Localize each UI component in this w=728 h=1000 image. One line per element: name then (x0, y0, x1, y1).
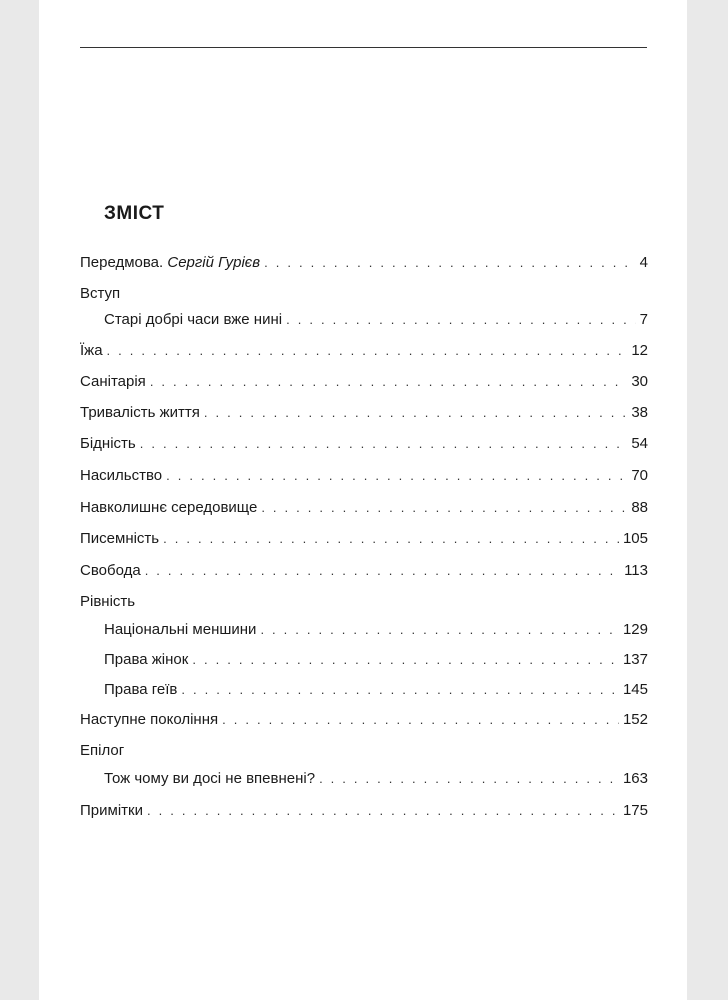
toc-page-number: 163 (622, 770, 648, 787)
leader-dots (163, 528, 619, 550)
toc-entry (80, 709, 648, 731)
toc-section-epilogue (80, 740, 648, 762)
toc-entry (80, 560, 648, 582)
toc-entry-label: Наступне покоління (80, 711, 219, 728)
document-page (39, 0, 687, 1000)
leader-dots (261, 497, 627, 519)
toc-page-number: 175 (622, 802, 648, 819)
toc-entry (80, 465, 648, 487)
toc-page-number: 4 (639, 254, 648, 271)
toc-entry (80, 340, 648, 362)
toc-page-number: 88 (631, 499, 648, 516)
leader-dots (107, 340, 628, 362)
toc-entry (104, 768, 648, 790)
leader-dots (145, 560, 620, 582)
toc-page-number: 7 (639, 311, 648, 328)
toc-entry-label: Насильство (80, 467, 163, 484)
toc-entry-label: Писемність (80, 530, 160, 547)
toc-entry-label: Примітки (80, 802, 143, 819)
toc-section-label: Вступ (80, 285, 121, 302)
leader-dots (140, 433, 628, 455)
toc-entry-label: Права жінок (104, 651, 189, 668)
toc-entry-foreword (80, 252, 648, 274)
leader-dots (181, 679, 619, 701)
leader-dots (150, 371, 628, 393)
toc-entry (80, 528, 648, 550)
toc-page-number: 38 (631, 404, 648, 421)
leader-dots (319, 768, 619, 790)
toc-entry (80, 371, 648, 393)
toc-entry (80, 433, 648, 455)
header-rule (80, 47, 647, 48)
toc-entry (104, 309, 648, 331)
toc-section-label: Рівність (80, 593, 136, 610)
toc-title: ЗМІСТ (104, 203, 165, 224)
toc-entry-label: Національні меншини (104, 621, 257, 638)
toc-entry-label: Старі добрі часи вже нині (104, 311, 283, 328)
leader-dots (222, 709, 619, 731)
toc-section-intro (80, 283, 648, 305)
toc-entry (80, 800, 648, 822)
toc-page-number: 30 (631, 373, 648, 390)
toc-entry-label: Тривалість життя (80, 404, 200, 421)
leader-dots (204, 402, 627, 424)
toc-entry-label: Передмова. (80, 254, 168, 271)
toc-page-number: 105 (622, 530, 648, 547)
toc-page-number: 137 (622, 651, 648, 668)
toc-entry (104, 649, 648, 671)
toc-page-number: 152 (622, 711, 648, 728)
toc-section-label: Епілог (80, 742, 125, 759)
leader-dots (264, 252, 636, 274)
leader-dots (147, 800, 619, 822)
toc-entry (104, 679, 648, 701)
toc-entry-label: Санітарія (80, 373, 146, 390)
toc-page-number: 54 (631, 435, 648, 452)
toc-entry-label: Їжа (80, 342, 103, 359)
toc-entry (104, 619, 648, 641)
toc-page-number: 70 (631, 467, 648, 484)
toc-page-number: 113 (624, 562, 648, 579)
toc-entry-author: Сергій Гурієв (167, 254, 261, 271)
leader-dots (192, 649, 619, 671)
toc-entry (80, 402, 648, 424)
toc-page-number: 129 (622, 621, 648, 638)
toc-entry-label: Бідність (80, 435, 136, 452)
leader-dots (286, 309, 636, 331)
toc-entry-label: Тож чому ви досі не впевнені? (104, 770, 316, 787)
toc-entry-label: Свобода (80, 562, 141, 579)
toc-entry-label: Навколишнє середовище (80, 499, 258, 516)
toc-page-number: 145 (622, 681, 648, 698)
toc-entry (80, 497, 648, 519)
toc-section-equality (80, 591, 648, 613)
toc-page-number: 12 (631, 342, 648, 359)
leader-dots (260, 619, 619, 641)
toc-entry-label: Права геїв (104, 681, 178, 698)
leader-dots (166, 465, 627, 487)
